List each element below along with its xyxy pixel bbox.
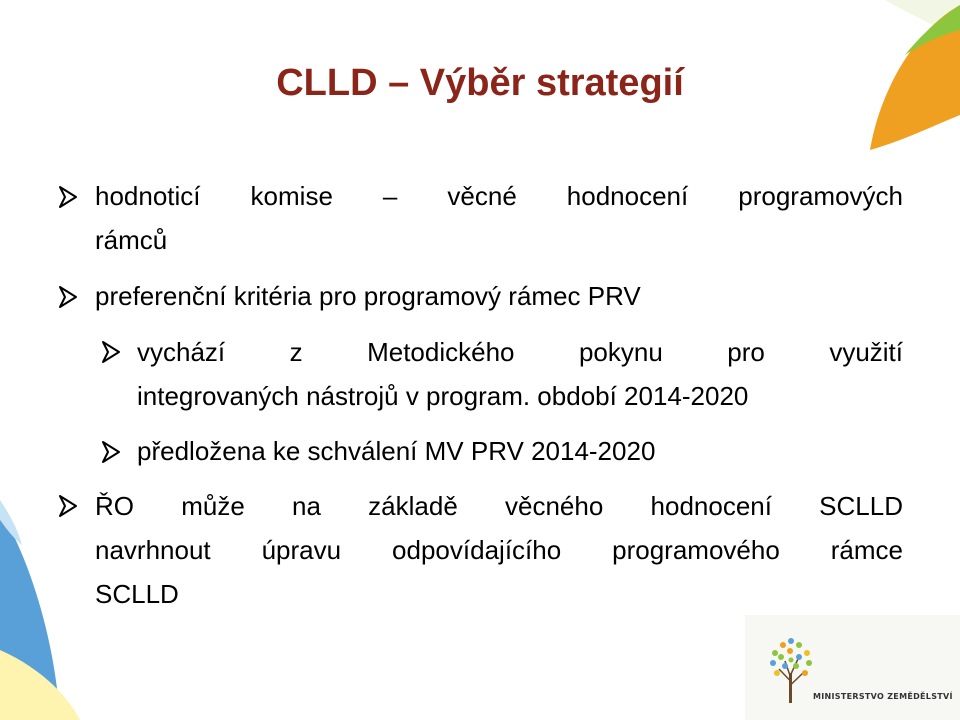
tree-logo-icon: [765, 633, 817, 705]
bullet-text: navrhnout úpravu odpovídajícího programového rámce: [95, 535, 903, 565]
sub-bullet-item-2: [137, 429, 903, 473]
bullet-text: předložena ke schválení MV PRV 2014-2020: [137, 436, 656, 466]
bullet-item-1: [95, 174, 903, 262]
arrow-bullet-icon: [58, 494, 80, 518]
arrow-bullet-icon: [58, 185, 80, 209]
bullet-text: vychází z Metodického pokynu pro využití: [137, 337, 903, 367]
bullet-item-2: [95, 274, 903, 318]
ministry-logo: [745, 615, 960, 720]
arrow-bullet-icon: [101, 340, 123, 364]
arrow-bullet-icon: [58, 285, 80, 309]
slide-title: CLLD – Výběr strategií: [276, 62, 684, 104]
bullet-text: ŘO může na základě věcného hodnocení SCLLD: [95, 491, 903, 521]
arrow-bullet-icon: [101, 440, 123, 464]
bullet-text: preferenční kritéria pro programový rámec PRV: [95, 281, 641, 311]
bullet-text: hodnoticí komise – věcné hodnocení programových: [95, 181, 903, 211]
bullet-text: rámců: [95, 225, 168, 255]
sub-bullet-item-1: [137, 330, 903, 418]
bullet-item-3: [95, 484, 903, 616]
bullet-text: integrovaných nástrojů v program. období 2014-2020: [137, 381, 749, 411]
bullet-text: SCLLD: [95, 579, 179, 609]
ministry-logo-text: MINISTERSTVO ZEMĚDĚLSTVÍ: [813, 692, 953, 701]
